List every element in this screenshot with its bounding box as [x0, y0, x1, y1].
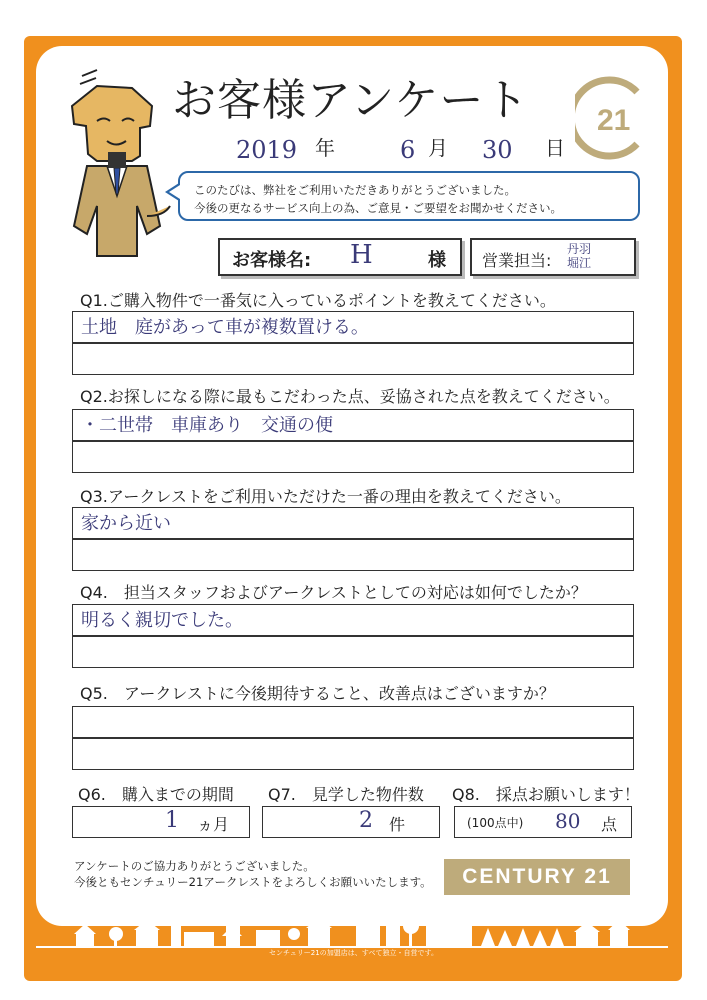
answer-ruling-line [73, 342, 633, 344]
customer-name-suffix: 様 [428, 250, 446, 271]
question-5-answer-box[interactable] [72, 706, 634, 770]
question-5-label: Q5. アークレストに今後期待すること、改善点はございますか？ [80, 684, 555, 703]
town-skyline-illustration [36, 900, 668, 952]
question-6-label: Q6. 購入までの期間 [78, 785, 234, 804]
question-7-unit: 件 [389, 815, 406, 834]
question-3-label: Q3.アークレストをご利用いただけた一番の理由を教えてください。 [80, 487, 571, 506]
question-2-answer: ・二世帯 車庫あり 交通の便 [81, 415, 333, 436]
sales-staff-value[interactable] [567, 242, 591, 270]
question-6-unit: ヵ月 [197, 815, 230, 834]
answer-ruling-line [73, 538, 633, 540]
speech-bubble-tail-inner [169, 185, 180, 199]
question-2-answer-box[interactable] [72, 409, 634, 473]
logo-number: 21 [597, 104, 631, 137]
greeting-line-1: このたびは、弊社をご利用いただきありがとうございました。 [194, 183, 516, 197]
customer-name-value[interactable]: H [350, 240, 373, 270]
question-7-label: Q7. 見学した物件数 [268, 785, 424, 804]
question-6-answer-box[interactable] [72, 806, 250, 838]
customer-name-box [218, 238, 462, 276]
greeting-speech-bubble [178, 171, 640, 221]
answer-ruling-line [73, 737, 633, 739]
question-7-answer-box[interactable] [262, 806, 440, 838]
question-4-label: Q4. 担当スタッフおよびアークレストとしての対応は如何でしたか？ [80, 583, 587, 602]
question-2-label: Q2.お探しになる際に最もこだわった点、妥協された点を教えてください。 [80, 387, 620, 406]
date-row [200, 130, 580, 164]
question-4-answer: 明るく親切でした。 [81, 610, 243, 631]
answer-ruling-line [73, 440, 633, 442]
question-1-answer-box[interactable] [72, 311, 634, 375]
date-day-value: 30 [482, 136, 513, 164]
question-7-value: 2 [359, 808, 373, 833]
century21-circle-logo [575, 72, 647, 164]
question-1-answer: 土地 庭があって車が複数置ける。 [81, 317, 369, 338]
question-8-value: 80 [555, 809, 581, 833]
question-6-value: 1 [165, 808, 179, 833]
century21-wordmark: CENTURY 21 [444, 859, 630, 895]
question-3-answer: 家から近い [81, 513, 171, 534]
date-month-label: 月 [428, 136, 448, 160]
dog-mascot-illustration [52, 66, 172, 266]
closing-message [74, 858, 432, 890]
question-4-answer-box[interactable] [72, 604, 634, 668]
sales-staff-name-1: 丹羽 [567, 242, 592, 256]
closing-line-2: 今後ともセンチュリー21アークレストをよろしくお願いいたします。 [74, 875, 432, 889]
question-3-answer-box[interactable] [72, 507, 634, 571]
sales-staff-label: 営業担当: [482, 251, 552, 270]
sales-staff-box [470, 238, 636, 276]
question-8-answer-box[interactable] [454, 806, 632, 838]
question-8-label: Q8. 採点お願いします！ [452, 785, 640, 804]
customer-name-label: お客様名: [232, 250, 312, 271]
greeting-line-2: 今後の更なるサービス向上の為、ご意見・ご要望をお聞かせください。 [194, 201, 562, 215]
footer-note: センチュリー21の加盟店は、すべて独立・自営です。 [269, 949, 438, 957]
closing-line-1: アンケートのご協力ありがとうございました。 [74, 859, 315, 873]
date-day-label: 日 [545, 136, 565, 160]
answer-ruling-line [73, 635, 633, 637]
date-month-value: 6 [400, 136, 416, 164]
page-title: お客様アンケート [172, 75, 530, 126]
sales-staff-name-2: 堀江 [567, 256, 592, 270]
date-year-value: 2019 [236, 136, 298, 164]
question-8-prefix: (100点中) [467, 816, 524, 830]
question-8-unit: 点 [601, 815, 618, 834]
date-year-label: 年 [315, 136, 335, 160]
question-1-label: Q1.ご購入物件で一番気に入っているポイントを教えてください。 [80, 291, 556, 310]
